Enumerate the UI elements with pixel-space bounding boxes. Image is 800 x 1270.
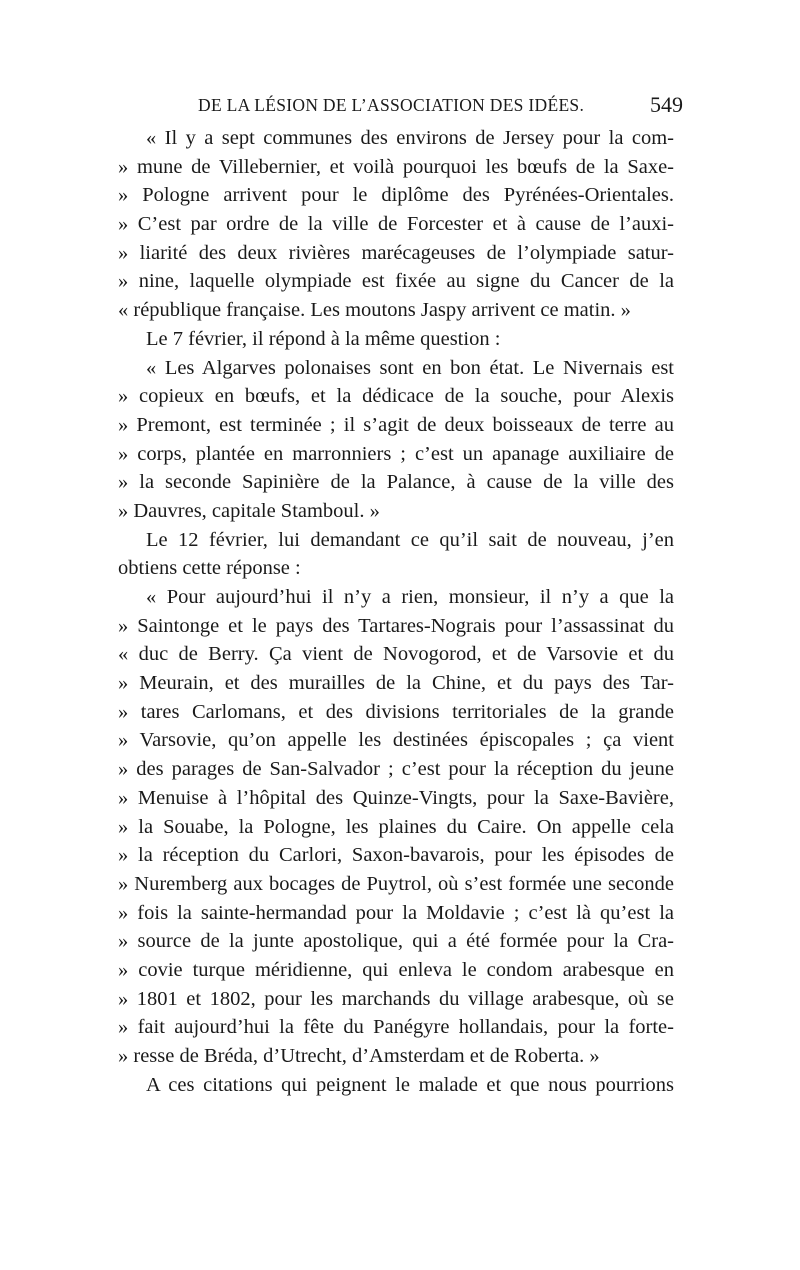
text-line: » fait aujourd’hui la fête du Panégyre hollandais, pour la forte-	[118, 1016, 674, 1039]
running-title: DE LA LÉSION DE L’ASSOCIATION DES IDÉES.	[198, 95, 585, 115]
text-line: » Meurain, et des murailles de la Chine, et du pays des Tar-	[118, 672, 674, 695]
text-line: » covie turque méridienne, qui enleva le condom arabesque en	[118, 958, 674, 981]
text-line: » la Souabe, la Pologne, les plaines du Caire. On appelle cela	[118, 815, 674, 838]
text-line: » 1801 et 1802, pour les marchands du village arabesque, où se	[118, 987, 674, 1010]
text-line: » Premont, est terminée ; il s’agit de deux boisseaux de terre au	[118, 413, 674, 436]
text-line: » tares Carlomans, et des divisions territoriales de la grande	[118, 700, 674, 723]
text-line: » nine, laquelle olympiade est fixée au signe du Cancer de la	[118, 270, 674, 293]
text-line: « Il y a sept communes des environs de Jersey pour la com-	[146, 127, 674, 149]
text-line: » Dauvres, capitale Stamboul. »	[118, 499, 380, 522]
page-number: 549	[650, 92, 683, 117]
text-line: » Nuremberg aux bocages de Puytrol, où s’est formée une seconde	[118, 872, 674, 895]
text-line: » Saintonge et le pays des Tartares-Nograis pour l’assassinat du	[118, 614, 674, 637]
text-line: » mune de Villebernier, et voilà pourquoi les bœufs de la Saxe-	[118, 155, 674, 178]
text-line: » la réception du Carlori, Saxon-bavarois, pour les épisodes de	[118, 844, 674, 867]
text-line: « duc de Berry. Ça vient de Novogorod, et de Varsovie et du	[118, 643, 674, 666]
body-text	[118, 124, 674, 1099]
text-line: A ces citations qui peignent le malade et que nous pourrions	[146, 1073, 674, 1096]
text-line: » la seconde Sapinière de la Palance, à cause de la ville des	[118, 471, 674, 494]
text-line: » liarité des deux rivières marécageuses de l’olympiade satur-	[118, 241, 674, 264]
text-line: » C’est par ordre de la ville de Forcester et à cause de l’auxi-	[118, 213, 674, 236]
text-line: » copieux en bœufs, et la dédicace de la souche, pour Alexis	[118, 385, 674, 408]
text-line: » resse de Bréda, d’Utrecht, d’Amsterdam et de Roberta. »	[118, 1045, 600, 1067]
text-line: » corps, plantée en marronniers ; c’est un apanage auxiliaire de	[118, 442, 674, 465]
text-line: « république française. Les moutons Jaspy arrivent ce matin. »	[118, 299, 631, 322]
text-line: » Varsovie, qu’on appelle les destinées épiscopales ; ça vient	[118, 729, 674, 752]
text-line: Le 12 février, lui demandant ce qu’il sait de nouveau, j’en	[146, 528, 674, 551]
text-line: » Menuise à l’hôpital des Quinze-Vingts, pour la Saxe-Bavière,	[118, 786, 674, 809]
text-line: » fois la sainte-hermandad pour la Moldavie ; c’est là qu’est la	[118, 901, 674, 924]
text-line: » source de la junte apostolique, qui a été formée pour la Cra-	[118, 930, 674, 953]
text-line: « Les Algarves polonaises sont en bon état. Le Nivernais est	[146, 356, 674, 379]
text-line: Le 7 février, il répond à la même question :	[146, 327, 501, 350]
text-line: « Pour aujourd’hui il n’y a rien, monsieur, il n’y a que la	[146, 586, 674, 608]
text-line: obtiens cette réponse :	[118, 557, 301, 580]
page-header	[198, 90, 683, 120]
text-line: » Pologne arrivent pour le diplôme des Pyrénées-Orientales.	[118, 184, 674, 207]
text-line: » des parages de San-Salvador ; c’est pour la réception du jeune	[118, 758, 674, 781]
